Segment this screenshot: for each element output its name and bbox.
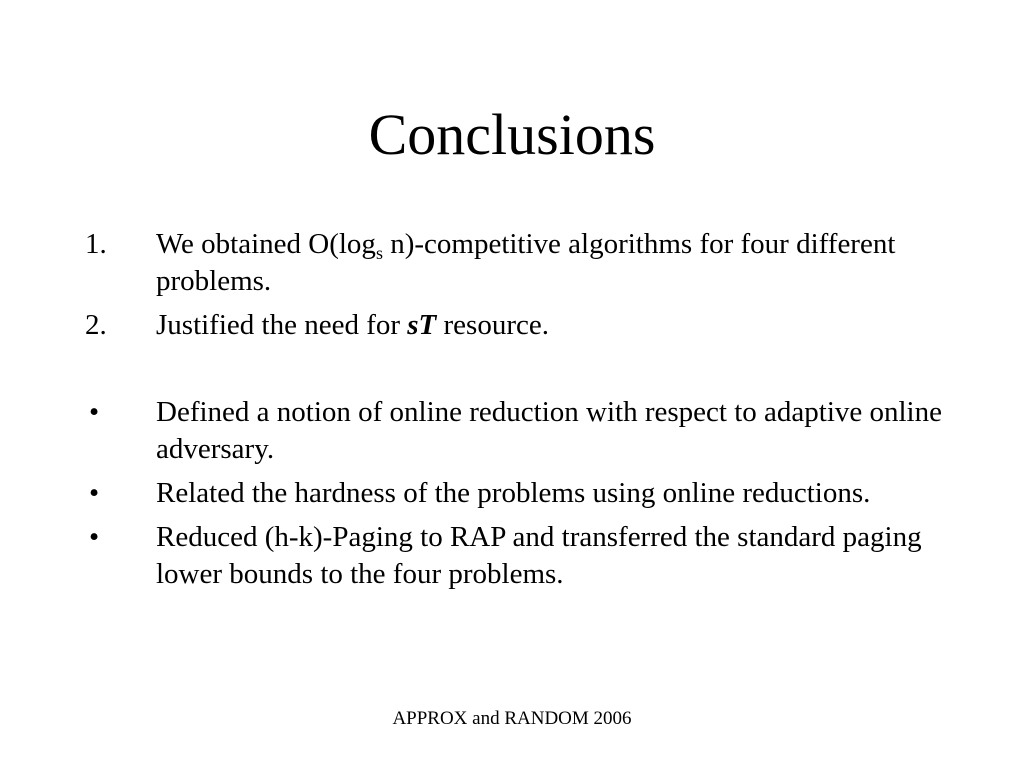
item-text: Related the hardness of the problems using online reductions. (156, 477, 871, 509)
bullet-marker: • (89, 521, 100, 553)
item-text-start: We obtained O(log (156, 228, 376, 260)
item-text: Reduced (h-k)-Paging to RAP and transferred the standard paging lower bounds to the four problems. (156, 521, 922, 590)
list-item (85, 475, 945, 512)
list-number: 1. (85, 228, 107, 260)
bullet-marker: • (89, 396, 100, 428)
item-text-end: resource. (436, 309, 549, 341)
emphasized-resource: sT (407, 309, 437, 341)
slide-title: Conclusions (368, 102, 656, 167)
item-text-end: n)-competitive algorithms for four different problems. (156, 228, 896, 297)
list-item (85, 394, 945, 468)
conclusions-list (85, 226, 945, 593)
list-item (85, 307, 945, 344)
list-item (85, 226, 945, 300)
bullet-marker: • (89, 477, 100, 509)
list-item (85, 519, 945, 593)
list-number: 2. (85, 309, 107, 341)
slide-footer: APPROX and RANDOM 2006 (392, 708, 632, 729)
item-text: Defined a notion of online reduction with respect to adaptive online adversary. (156, 396, 942, 465)
item-text-start: Justified the need for (156, 309, 408, 341)
log-subscript: s (375, 243, 383, 263)
